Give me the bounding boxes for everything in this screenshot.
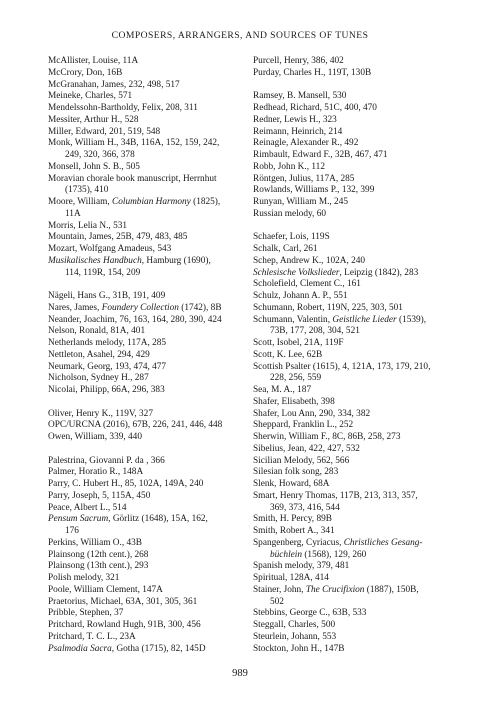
index-entry: Smith, H. Percy, 89B	[253, 514, 332, 525]
index-entry: Silesian folk song, 283	[253, 467, 339, 478]
index-entry: Slenk, Howard, 68A	[253, 479, 330, 489]
section-gap	[253, 221, 443, 233]
index-entry: Nicolai, Philipp, 66A, 296, 383	[48, 385, 165, 395]
section-gap	[253, 80, 443, 92]
index-entry: Russian melody, 60	[253, 208, 326, 219]
index-entry: Palmer, Horatio R., 148A	[48, 467, 144, 478]
index-entry: Schumann, Valentin, Geistliche Lieder (1539), 73B, 177, 208, 304, 521	[253, 314, 427, 337]
index-entry: Stebbins, George C., 63B, 533	[253, 608, 367, 619]
index-entry: Smart, Henry Thomas, 117B, 213, 313, 357, 369, 373, 416, 544	[253, 490, 418, 513]
index-entry: Robb, John K., 112	[253, 161, 325, 172]
index-entry: Mendelssohn-Bartholdy, Felix, 208, 311	[48, 103, 198, 113]
index-entry: Scott, Isobel, 21A, 119F	[253, 338, 344, 348]
index-entry: Spiritual, 128A, 414	[253, 573, 329, 583]
index-entry: Nicholson, Sydney H., 287	[48, 373, 149, 384]
index-entry: Purcell, Henry, 386, 402	[253, 56, 344, 66]
index-entry: Sibelius, Jean, 422, 427, 532	[253, 443, 360, 454]
index-entry: Scholefield, Clement C., 161	[253, 279, 361, 290]
index-entry: Schep, Andrew K., 102A, 240	[253, 255, 366, 266]
index-entry: Steurlein, Johann, 553	[253, 631, 337, 642]
index-entry: Psalmodia Sacra, Gotha (1715), 82, 145D	[48, 643, 206, 654]
index-entry: Plainsong (12th cent.), 268	[48, 549, 149, 560]
index-entry: Schaefer, Lois, 119S	[253, 232, 330, 243]
index-entry: Palestrina, Giovanni P. da , 366	[48, 455, 165, 466]
index-entry: Rimbault, Edward F., 32B, 467, 471	[253, 150, 388, 160]
index-entry: Miller, Edward, 201, 519, 548	[48, 126, 161, 137]
index-entry: Sherwin, William F., 8C, 86B, 258, 273	[253, 432, 401, 442]
index-entry: Runyan, William M., 245	[253, 197, 349, 207]
index-entry: Monsell, John S. B., 505	[48, 161, 140, 172]
index-entry: McCrory, Don, 16B	[48, 67, 123, 78]
index-entry: Ramsey, B. Mansell, 530	[253, 91, 347, 102]
index-entry: Schumann, Robert, 119N, 225, 303, 501	[253, 302, 403, 313]
index-entry: Steggall, Charles, 500	[253, 620, 336, 630]
index-entry: Nares, James, Foundery Collection (1742), 8B	[48, 302, 222, 313]
index-entry: Poole, William Clement, 147A	[48, 584, 163, 595]
index-entry: Moore, William, Columbian Harmony (1825), 11A	[48, 197, 221, 219]
index-entry: Spangenberg, Cyriacus, Christliches Gesang- büchlein (1568), 129, 260	[253, 537, 423, 560]
index-entry: Scott, K. Lee, 62B	[253, 349, 323, 360]
index-entry: Pritchard, Rowland Hugh, 91B, 300, 456	[48, 620, 201, 630]
index-entry: Schalk, Carl, 261	[253, 244, 318, 254]
index-entry: Parry, Joseph, 5, 115A, 450	[48, 490, 151, 501]
index-entry: Moravian chorale book manuscript, Herrnhut (1735), 410	[48, 173, 217, 196]
index-entry: Plainsong (13th cent.), 293	[48, 561, 149, 572]
index-entry: McAllister, Louise, 11A	[48, 56, 139, 66]
section-gap	[48, 397, 238, 409]
index-entry: Oliver, Henry K., 119V, 327	[48, 408, 153, 419]
running-header: COMPOSERS, ARRANGERS, AND SOURCES OF TUNES	[111, 30, 369, 41]
index-entry: Stockton, John H., 147B	[253, 643, 345, 654]
section-gap	[48, 279, 238, 291]
index-entry: Pribble, Stephen, 37	[48, 608, 124, 619]
index-entry: Perkins, William O., 43B	[48, 537, 142, 548]
index-entry: Smith, Robert A., 341	[253, 526, 335, 536]
index-entry: Rowlands, Williams P., 132, 399	[253, 185, 375, 196]
index-entry: Peace, Albert L., 514	[48, 502, 127, 513]
index-entry: Polish melody, 321	[48, 573, 120, 583]
index-entry: Musikalisches Handbuch, Hamburg (1690), 114, 119R, 154, 209	[48, 255, 211, 278]
index-entry: Mountain, James, 25B, 479, 483, 485	[48, 232, 188, 243]
index-entry: Schulz, Johann A. P., 551	[253, 291, 348, 301]
index-entry: Nelson, Ronald, 81A, 401	[48, 326, 146, 337]
index-entry: Reinagle, Alexander R., 492	[253, 138, 359, 149]
index-entry: Meineke, Charles, 571	[48, 91, 133, 102]
index-entry: Reimann, Heinrich, 214	[253, 126, 343, 137]
index-column-right	[253, 56, 443, 655]
index-entry: Shafer, Elisabeth, 398	[253, 396, 335, 407]
index-entry: Nettleton, Asahel, 294, 429	[48, 349, 150, 360]
index-entry: Schlesische Volkslieder, Leipzig (1842), 283	[253, 267, 419, 278]
index-entry: Owen, William, 339, 440	[48, 432, 142, 442]
index-column-left	[48, 56, 238, 655]
index-entry: Sheppard, Franklin L., 252	[253, 420, 354, 431]
index-entry: Morris, Lelia N., 531	[48, 220, 128, 231]
index-entry: Neumark, Georg, 193, 474, 477	[48, 361, 167, 372]
index-entry: Nägeli, Hans G., 31B, 191, 409	[48, 291, 166, 301]
index-entry: Spanish melody, 379, 481	[253, 561, 350, 572]
index-entry: Praetorius, Michael, 63A, 301, 305, 361	[48, 596, 198, 607]
index-entry: McGranahan, James, 232, 498, 517	[48, 79, 180, 90]
index-entry: Monk, William H., 34B, 116A, 152, 159, 242, 249, 320, 366, 378	[48, 138, 220, 160]
index-entry: Sicilian Melody, 562, 566	[253, 455, 350, 466]
index-entry: Pensum Sacrum, Görlitz (1648), 15A, 162, 176	[48, 514, 208, 536]
index-entry: Pritchard, T. C. L., 23A	[48, 631, 136, 642]
index-entry: Röntgen, Julius, 117A, 285	[253, 173, 355, 184]
index-entry: Stainer, John, The Crucifixion (1887), 150B, 502	[253, 584, 419, 607]
page-number: 989	[232, 668, 248, 679]
index-entry: Shafer, Lou Ann, 290, 334, 382	[253, 408, 371, 419]
index-entry: Redhead, Richard, 51C, 400, 470	[253, 103, 377, 113]
section-gap	[48, 444, 238, 456]
index-entry: Neander, Joachim, 76, 163, 164, 280, 390, 424	[48, 314, 222, 325]
index-entry: Scottish Psalter (1615), 4, 121A, 173, 179, 210, 228, 256, 559	[253, 361, 431, 384]
index-entry: Mozart, Wolfgang Amadeus, 543	[48, 244, 172, 254]
index-entry: Sea, M. A., 187	[253, 385, 312, 395]
index-entry: Purday, Charles H., 119T, 130B	[253, 67, 372, 78]
index-entry: Redner, Lewis H., 323	[253, 114, 337, 125]
index-entry: Messiter, Arthur H., 528	[48, 114, 139, 125]
index-entry: Netherlands melody, 117A, 285	[48, 338, 167, 348]
index-entry: OPC/URCNA (2016), 67B, 226, 241, 446, 448	[48, 420, 223, 431]
index-entry: Parry, C. Hubert H., 85, 102A, 149A, 240	[48, 479, 204, 489]
